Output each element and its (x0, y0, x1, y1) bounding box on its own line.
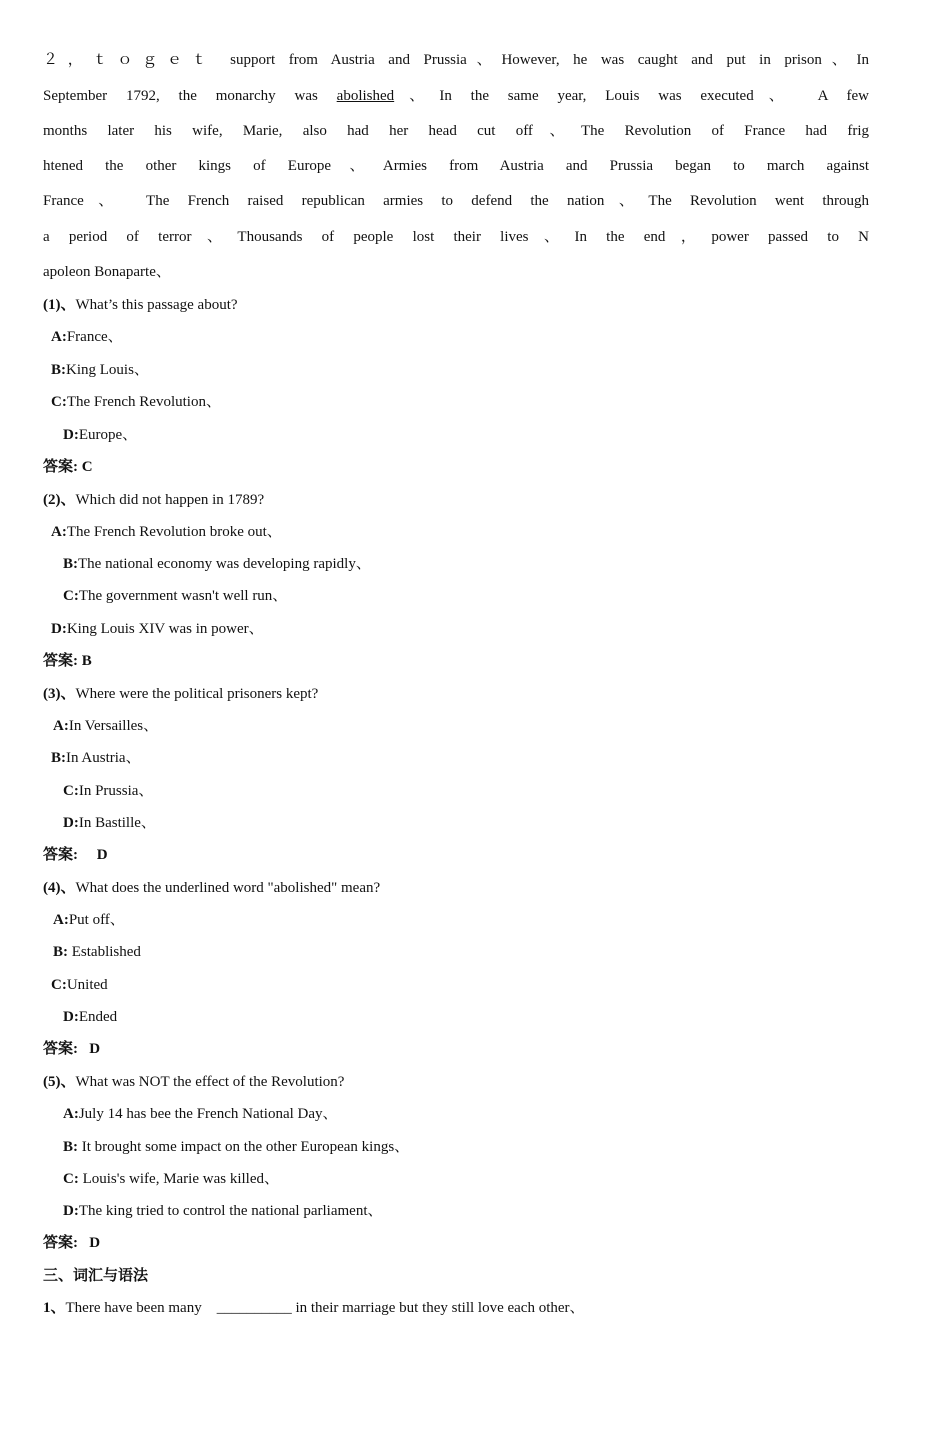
option-text: King Louis XIV was in power、 (66, 621, 264, 637)
option-letter: D: (63, 1009, 79, 1025)
option-letter: C: (51, 977, 67, 993)
answer-3 (43, 846, 108, 864)
question-number: 1、 (43, 1300, 66, 1316)
answer-5 (43, 1234, 100, 1252)
option-4b (53, 943, 141, 961)
option-3a (53, 717, 158, 735)
answer-1 (43, 458, 93, 476)
option-letter: D: (63, 1203, 79, 1219)
option-text: King Louis、 (66, 362, 149, 378)
option-text: In Versailles、 (68, 718, 159, 734)
passage-line-4: htened the other kings of Europe、Armies from Austria and Prussia began to march against (43, 158, 869, 174)
option-1c (51, 393, 221, 411)
answer-label: 答案: (43, 1235, 78, 1251)
option-letter: A: (53, 718, 69, 734)
fill-blank: __________ (216, 1300, 292, 1316)
option-text: The French Revolution、 (66, 394, 221, 410)
question-3 (43, 685, 318, 703)
option-letter: A: (51, 329, 67, 345)
option-text: Europe、 (78, 427, 138, 443)
option-text: The national economy was developing rapidly、 (78, 556, 371, 572)
question-number: (3)、 (43, 686, 76, 702)
option-letter: C: (63, 783, 79, 799)
answer-value: D (96, 847, 108, 863)
passage-line-2-end: 、In the same year, Louis was executed、 A few (394, 88, 869, 104)
answer-value: D (89, 1235, 101, 1251)
question-1 (43, 296, 238, 314)
answer-label: 答案: (43, 459, 78, 475)
answer-value: B (81, 653, 92, 669)
answer-label: 答案: (43, 847, 78, 863)
option-2d (51, 620, 264, 638)
question-text: Where were the political prisoners kept? (75, 686, 319, 702)
option-text: In Austria、 (66, 750, 141, 766)
option-3b (51, 749, 141, 767)
passage-line-5: France、 The French raised republican armies to defend the nation、The Revolution went through (43, 193, 869, 209)
option-text: Ended (78, 1009, 118, 1025)
question-text: What’s this passage about? (75, 297, 238, 313)
option-text: In Bastille、 (78, 815, 156, 831)
option-1b (51, 361, 149, 379)
option-text: Put off、 (68, 912, 125, 928)
option-4c (51, 976, 108, 994)
option-5a (63, 1105, 338, 1123)
option-5d (63, 1202, 383, 1220)
option-2c (63, 587, 287, 605)
question-4 (43, 879, 380, 897)
option-letter: D: (63, 815, 79, 831)
question-text: Which did not happen in 1789? (75, 492, 265, 508)
option-letter: C: (63, 588, 79, 604)
option-letter: B: (53, 944, 68, 960)
section-3-title: 三、词汇与语法 (43, 1268, 149, 1284)
option-text: July 14 has bee the French National Day、 (78, 1106, 338, 1122)
option-letter: A: (63, 1106, 79, 1122)
option-letter: C: (63, 1171, 79, 1187)
question-number: (5)、 (43, 1074, 76, 1090)
option-text: The king tried to control the national parliament、 (78, 1203, 383, 1219)
option-letter: B: (51, 362, 66, 378)
option-text: France、 (66, 329, 123, 345)
option-letter: D: (63, 427, 79, 443)
passage-line-2 (43, 87, 869, 105)
answer-value: D (89, 1041, 101, 1057)
passage-line-2-start: September 1792, the monarchy was (43, 88, 318, 104)
option-4d (63, 1008, 117, 1026)
option-text: Established (71, 944, 141, 960)
passage-line-1: ２，ｔｏｇｅｔ support from Austria and Prussia、However, he was caught and put in prison、In (43, 52, 869, 68)
option-text: The French Revolution broke out、 (66, 524, 282, 540)
passage-line-6: a period of terror、Thousands of people lost their lives、In the end，power passed to N (43, 229, 869, 245)
option-letter: B: (63, 1139, 78, 1155)
option-2a (51, 523, 282, 541)
option-text: It brought some impact on the other European kings、 (81, 1139, 410, 1155)
option-2b (63, 555, 371, 573)
passage-line-7: apoleon Bonaparte、 (43, 264, 171, 280)
question-text: What does the underlined word "abolished" mean? (75, 880, 381, 896)
passage-line-3: months later his wife, Marie, also had her head cut off、The Revolution of France had frig (43, 123, 869, 139)
option-5c (63, 1170, 279, 1188)
option-4a (53, 911, 125, 929)
option-letter: B: (51, 750, 66, 766)
question-number: (4)、 (43, 880, 76, 896)
answer-2 (43, 652, 92, 670)
answer-label: 答案: (43, 1041, 78, 1057)
question-text-start: There have been many (65, 1300, 202, 1316)
option-letter: A: (51, 524, 67, 540)
question-text-end: in their marriage but they still love each other、 (295, 1300, 585, 1316)
option-3c (63, 782, 153, 800)
option-letter: B: (63, 556, 78, 572)
question-5 (43, 1073, 344, 1091)
question-number: (1)、 (43, 297, 76, 313)
question-2 (43, 491, 264, 509)
question-number: (2)、 (43, 492, 76, 508)
option-1a (51, 328, 123, 346)
option-text: The government wasn't well run、 (78, 588, 288, 604)
underlined-word: abolished (336, 88, 395, 104)
option-text: Louis's wife, Marie was killed、 (82, 1171, 279, 1187)
option-1d (63, 426, 137, 444)
option-letter: D: (51, 621, 67, 637)
option-3d (63, 814, 156, 832)
option-letter: C: (51, 394, 67, 410)
option-letter: A: (53, 912, 69, 928)
option-5b (63, 1138, 409, 1156)
vocab-question-1 (43, 1299, 585, 1317)
option-text: In Prussia、 (78, 783, 154, 799)
question-text: What was NOT the effect of the Revolution? (75, 1074, 345, 1090)
answer-4 (43, 1040, 100, 1058)
option-text: United (66, 977, 108, 993)
answer-label: 答案: (43, 653, 78, 669)
answer-value: C (81, 459, 93, 475)
